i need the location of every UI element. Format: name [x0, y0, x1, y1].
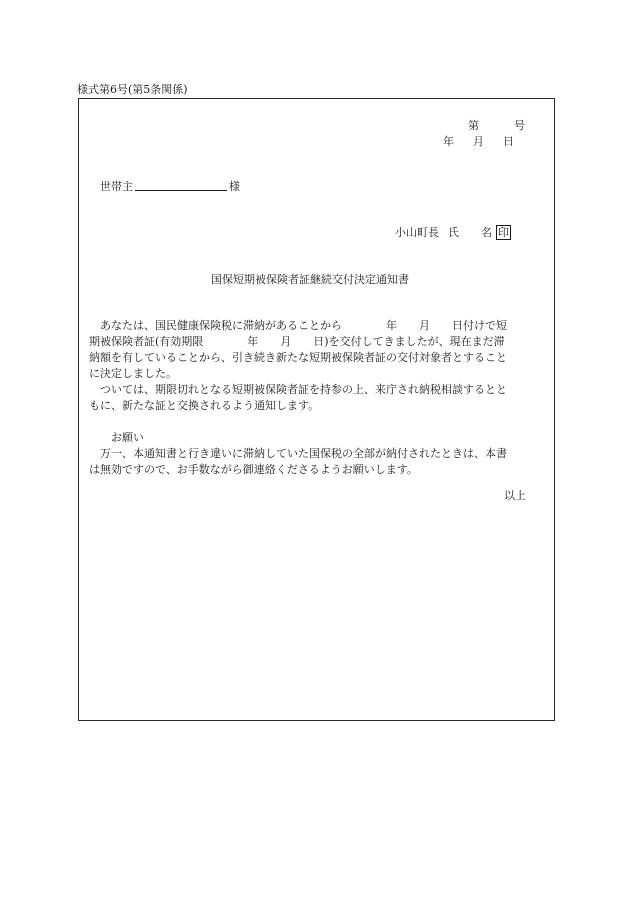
recipient-line: [100, 179, 240, 195]
document-number-line: [468, 118, 525, 134]
seal-mark: 印: [498, 226, 509, 239]
date-month: 月: [473, 135, 484, 148]
issuer-line: [395, 225, 511, 241]
form-number-label: 様式第6号(第5条関係): [77, 83, 188, 96]
closing-remark: 以上: [504, 489, 526, 502]
body-line: あなたは、国民健康保険税に滞納があることから 年 月 日付けで短: [89, 319, 507, 332]
number-suffix: 号: [514, 119, 525, 132]
body-line: 万一、本通知書と行き違いに滞納していた国保税の全部が納付されたときは、本書: [89, 447, 507, 460]
recipient-label: 世帯主: [100, 180, 133, 193]
paragraph-spacer: [89, 414, 545, 430]
body-line: 納額を有していることから、引き続き新たな短期被保険者証の交付対象者とすること: [89, 351, 507, 364]
recipient-name-blank: [135, 179, 227, 191]
issuer-name-1: 氏: [448, 226, 459, 239]
issuer-title: 小山町長: [395, 226, 439, 239]
request-heading: お願い: [89, 431, 144, 444]
recipient-honorific: 様: [229, 180, 240, 193]
notice-body: [89, 318, 545, 478]
body-line: 期被保険者証(有効期限 年 月 日)を交付してきましたが、現在まだ滞: [89, 335, 505, 348]
date-day: 日: [503, 135, 514, 148]
issue-date-line: [443, 134, 514, 150]
date-year: 年: [443, 135, 454, 148]
body-line: もに、新たな証と交換されるよう通知します。: [89, 399, 320, 412]
body-line: は無効ですので、お手数ながら御連絡くださるようお願いします。: [89, 463, 418, 476]
document-title: 国保短期被保険者証継続交付決定通知書: [211, 273, 409, 286]
body-line: に決定しました。: [89, 367, 177, 380]
body-line: ついては、期限切れとなる短期被保険者証を持参の上、来庁され納税相談するとと: [89, 383, 507, 396]
number-prefix: 第: [468, 119, 479, 132]
issuer-name-2: 名: [481, 226, 492, 239]
